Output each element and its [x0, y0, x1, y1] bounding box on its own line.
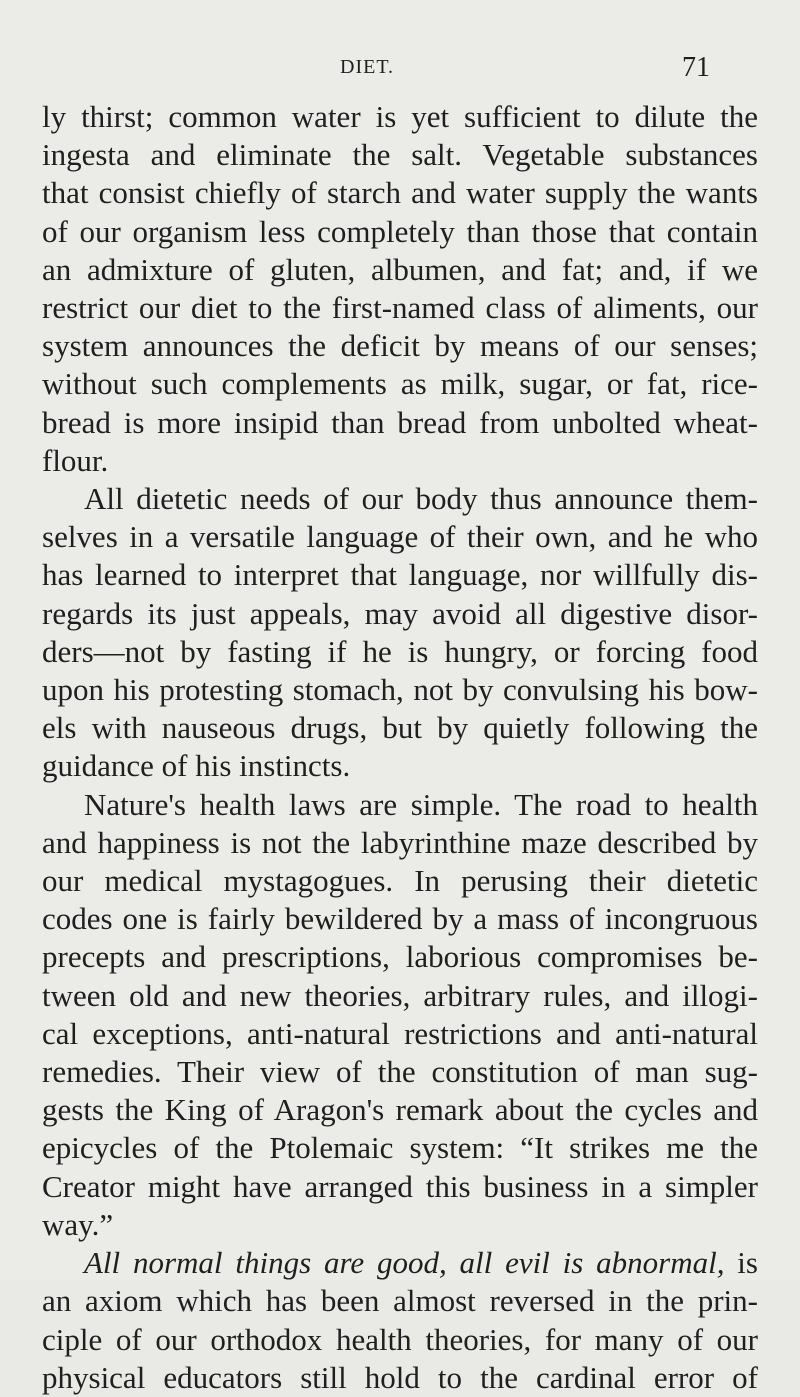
- text-line: has learned to interpret that language, nor willfully dis-: [42, 557, 758, 593]
- text-line: els with nauseous drugs, but by quietly following the: [42, 710, 758, 746]
- text-line: epicycles of the Ptolemaic system: “It strikes me the: [42, 1130, 758, 1166]
- text-line: upon his protesting stomach, not by convulsing his bow-: [42, 672, 758, 708]
- text-line: ingesta and eliminate the salt. Vegetable substances: [42, 137, 758, 173]
- paragraph-start-line: Nature's health laws are simple. The road to health: [84, 786, 758, 822]
- axiom-italic-text: All normal things are good, all evil is abnormal,: [84, 1245, 725, 1281]
- paragraph-start-line: All dietetic needs of our body thus announce them-: [84, 481, 758, 517]
- text-line: remedies. Their view of the constitution of man sug-: [42, 1054, 758, 1090]
- running-head: [0, 46, 800, 86]
- axiom-rest-text: is: [724, 1245, 758, 1281]
- text-line: gests the King of Aragon's remark about the cycles and: [42, 1092, 758, 1128]
- text-line: an admixture of gluten, albumen, and fat; and, if we: [42, 251, 758, 287]
- page-number: 71: [682, 52, 710, 83]
- text-line: tween old and new theories, arbitrary rules, and illogi-: [42, 977, 758, 1013]
- text-line: ders—not by fasting if he is hungry, or forcing food: [42, 633, 758, 669]
- text-line: ly thirst; common water is yet sufficient to dilute the: [42, 99, 758, 134]
- text-line: of our organism less completely than those that contain: [42, 213, 758, 249]
- text-line: bread is more insipid than bread from unbolted wheat-: [42, 404, 758, 440]
- text-line: physical educators still hold to the cardinal error of: [42, 1359, 758, 1395]
- text-line: restrict our diet to the first-named class of aliments, our: [42, 290, 758, 326]
- running-title: DIET.: [340, 56, 395, 78]
- text-line: without such complements as milk, sugar, or fat, rice-: [42, 366, 758, 402]
- text-line: an axiom which has been almost reversed in the prin-: [42, 1283, 758, 1319]
- text-line: precepts and prescriptions, laborious compromises be-: [42, 939, 758, 975]
- text-line: that consist chiefly of starch and water supply the wants: [42, 175, 758, 211]
- text-line: flour.: [42, 442, 109, 478]
- axiom-line: [42, 1244, 758, 1282]
- text-line: system announces the deficit by means of our senses;: [42, 328, 758, 364]
- text-line: ciple of our orthodox health theories, for many of our: [42, 1321, 758, 1357]
- text-line: cal exceptions, anti-natural restrictions and anti-natural: [42, 1015, 758, 1051]
- text-line: Creator might have arranged this business in a simpler: [42, 1168, 758, 1204]
- text-line: our medical mystagogues. In perusing their dietetic: [42, 863, 758, 899]
- body-text: [42, 98, 758, 1397]
- text-line: and happiness is not the labyrinthine maze described by: [42, 824, 758, 860]
- text-line: codes one is fairly bewildered by a mass of incongruous: [42, 901, 758, 937]
- text-line: guidance of his instincts.: [42, 748, 351, 784]
- text-line: way.”: [42, 1206, 114, 1242]
- text-line: selves in a versatile language of their own, and he who: [42, 519, 758, 555]
- text-line: regards its just appeals, may avoid all digestive disor-: [42, 595, 758, 631]
